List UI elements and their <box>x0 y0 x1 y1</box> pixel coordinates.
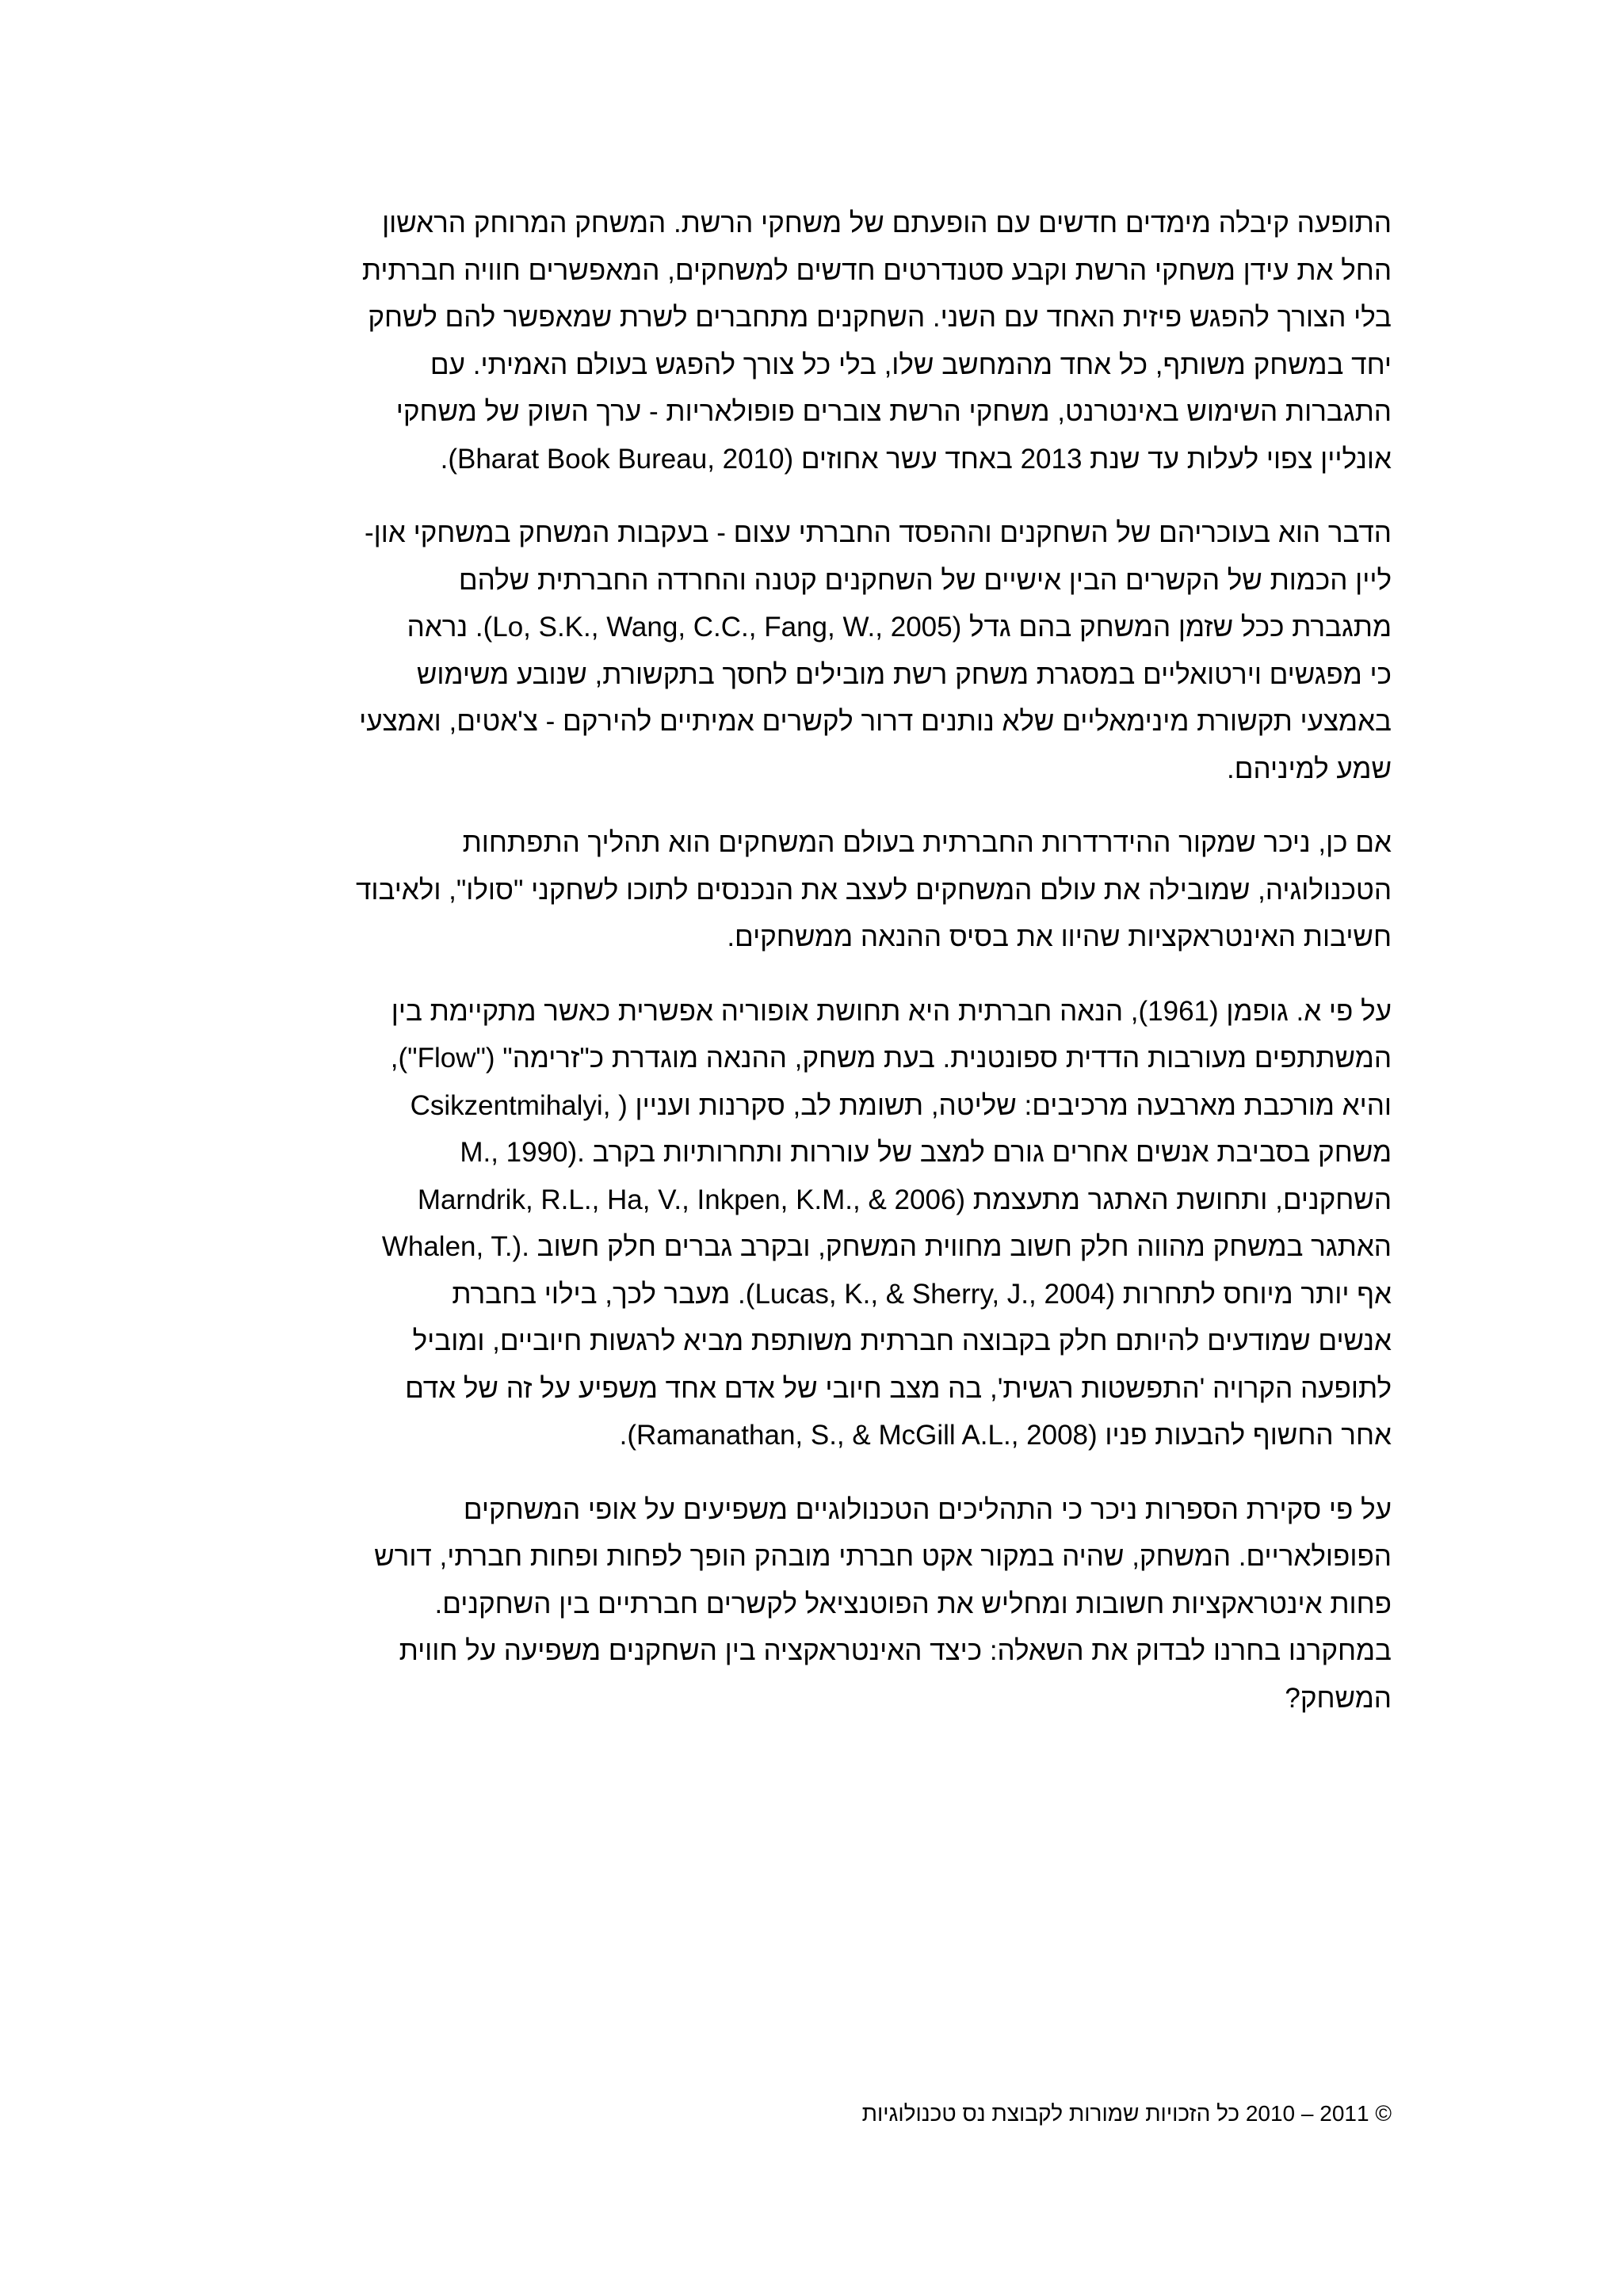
text-line: מתגברת ככל שזמן המשחק בהם גדל (Lo, S.K., Wang, C.C., Fang, W., 2005). נראה <box>407 612 1392 643</box>
text-line: M., 1990). משחק בסביבת אנשים אחרים גורם למצב של עוררות ותחרותיות בקרב <box>460 1137 1392 1168</box>
text-line: באמצעי תקשורת מינימאליים שלא נותנים דרור לקשרים אמיתיים להירקם - צ'אטים, ואמצעי <box>359 706 1392 737</box>
text-line: אנשים שמודעים להיותם חלק בקבוצה חברתית משותפת מביא לרגשות חיוביים, ומוביל <box>412 1325 1392 1356</box>
text-line: על פי א. גופמן (1961), הנאה חברתית היא תחושת אופוריה אפשרית כאשר מתקיימת בין <box>391 995 1392 1027</box>
paragraph-3 <box>244 819 1392 961</box>
text-line: אם כן, ניכר שמקור ההידרדרות החברתית בעולם המשחקים הוא תהליך התפתחות <box>462 827 1392 858</box>
text-line: השחקנים, ותחושת האתגר מתעצמת (Marndrik, R.L., Ha, V., Inkpen, K.M., & 2006 <box>417 1184 1392 1215</box>
text-line: במחקרנו בחרנו לבדוק את השאלה: כיצד האינטראקציה בין השחקנים משפיעה על חווית <box>399 1635 1392 1666</box>
text-line: הטכנולוגיה, שמובילה את עולם המשחקים לעצב את הנכנסים לתוכו לשחקני "סולו", ולאיבוד <box>355 874 1392 906</box>
text-line: חשיבות האינטראקציות שהיוו את בסיס ההנאה ממשחקים. <box>727 921 1392 952</box>
text-line: המשתתפים מעורבות הדדית ספונטנית. בעת משחק, ההנאה מוגדרת כ"זרימה" ("Flow"), <box>390 1043 1392 1074</box>
text-line: אף יותר מיוחס לתחרות (Lucas, K., & Sherry, J., 2004). מעבר לכך, בילוי בחברת <box>452 1278 1392 1310</box>
paragraph-5 <box>244 1486 1392 1722</box>
text-line: המשחק? <box>1285 1682 1392 1714</box>
text-line: שמע למיניהם. <box>1227 753 1392 784</box>
paragraph-2 <box>244 509 1392 792</box>
text-line: ליין הכמות של הקשרים הבין אישיים של השחקנים קטנה והחרדה החברתית שלהם <box>458 564 1392 596</box>
text-line: בלי הצורך להפגש פיזית האחד עם השני. השחקנים מתחברים לשרת שמאפשר להם לשחק <box>368 302 1392 333</box>
text-line: פחות אינטראקציות חשובות ומחליש את הפוטנציאל לקשרים חברתיים בין השחקנים. <box>434 1588 1392 1619</box>
text-line: התגברות השימוש באינטרנט, משחקי הרשת צוברים פופולאריות - ערך השוק של משחקי <box>395 396 1392 427</box>
text-line: אונליין צפוי לעלות עד שנת 2013 באחד עשר אחוזים (Bharat Book Bureau, 2010). <box>440 443 1392 475</box>
document-body <box>244 200 1392 1749</box>
text-line: התופעה קיבלה מימדים חדשים עם הופעתם של משחקי הרשת. המשחק המרוחק הראשון <box>382 208 1392 238</box>
text-line: כי מפגשים וירטואליים במסגרת משחק רשת מובילים לחסך בתקשורת, שנובע משימוש <box>416 658 1392 690</box>
text-line: הפופולאריים. המשחק, שהיה במקור אקט חברתי מובהק הופך לפחות ופחות חברתי, דורש <box>374 1541 1392 1572</box>
text-line: Whalen, T.). האתגר במשחק מהווה חלק חשוב מחווית המשחק, ובקרב גברים חלק חשוב <box>381 1231 1392 1262</box>
text-line: הדבר הוא בעוכריהם של השחקנים וההפסד החברתי עצום - בעקבות המשחק במשחקי און- <box>365 517 1392 548</box>
text-line: אחר החשוף להבעות פניו (Ramanathan, S., & McGill A.L., 2008). <box>619 1420 1392 1451</box>
text-line: והיא מורכבת מארבעה מרכיבים: שליטה, תשומת לב, סקרנות ועניין ( ,Csikzentmihalyi <box>410 1089 1392 1121</box>
paragraph-1 <box>244 200 1392 482</box>
text-line: החל את עידן משחקי הרשת וקבע סטנדרטים חדשים למשחקים, המאפשרים חוויה חברתית <box>361 254 1392 286</box>
paragraph-4 <box>244 988 1392 1459</box>
text-line: לתופעה הקרויה 'התפשטות רגשית', בה מצב חיובי של אדם אחד משפיע על זה של אדם <box>405 1372 1392 1404</box>
copyright-footer: © 2011 – 2010 כל הזכויות שמורות לקבוצת נס טכנולוגיות <box>861 2101 1392 2126</box>
text-line: על פי סקירת הספרות ניכר כי התהליכים הטכנולוגיים משפיעים על אופי המשחקים <box>463 1493 1392 1525</box>
text-line: יחד במשחק משותף, כל אחד מהמחשב שלו, בלי כל צורך להפגש בעולם האמיתי. עם <box>430 349 1392 380</box>
